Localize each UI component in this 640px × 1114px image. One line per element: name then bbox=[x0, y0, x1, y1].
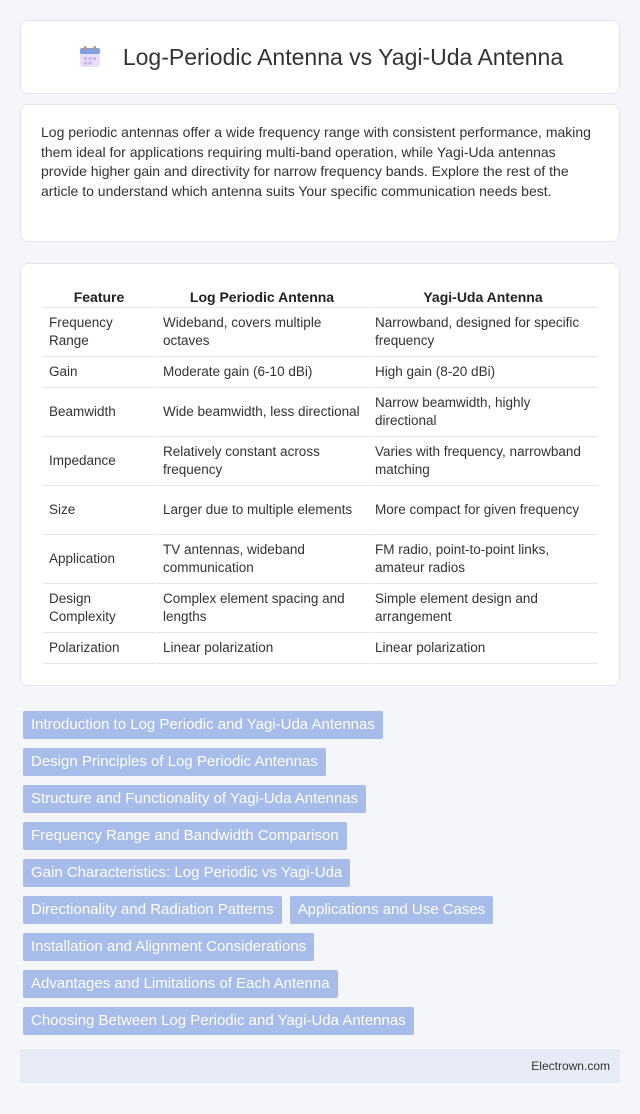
table-cell: More compact for given frequency bbox=[369, 486, 599, 535]
table-cell: Linear polarization bbox=[157, 633, 369, 664]
table-cell: Impedance bbox=[43, 437, 157, 486]
table-cell: Beamwidth bbox=[43, 388, 157, 437]
intro-card bbox=[20, 104, 620, 242]
table-header-log-periodic: Log Periodic Antenna bbox=[157, 282, 369, 308]
table-cell: Narrow beamwidth, highly directional bbox=[369, 388, 599, 437]
intro-text: Log periodic antennas offer a wide frequency range with consistent performance, making them ideal for applications requiring multi-band operation, while Yagi-Uda antennas provide higher gain and directivity for narrow frequency bands. Explore the rest of the article to understand which antenna suits Your specific communication needs best. bbox=[41, 124, 591, 199]
topic-link[interactable]: Applications and Use Cases bbox=[290, 896, 494, 924]
topic-link[interactable]: Introduction to Log Periodic and Yagi-Uda Antennas bbox=[23, 711, 383, 739]
table-cell: Gain bbox=[43, 357, 157, 388]
table-cell: Larger due to multiple elements bbox=[157, 486, 369, 535]
table-cell: Simple element design and arrangement bbox=[369, 584, 599, 633]
footer-site-name: Electrown.com bbox=[531, 1059, 610, 1073]
comparison-table-card bbox=[20, 263, 620, 686]
table-row bbox=[43, 486, 599, 535]
table-header-yagi-uda: Yagi-Uda Antenna bbox=[369, 282, 599, 308]
calendar-icon bbox=[77, 44, 103, 70]
topic-list bbox=[23, 711, 623, 1044]
table-cell: Frequency Range bbox=[43, 308, 157, 357]
comparison-table bbox=[43, 282, 599, 664]
table-cell: Wideband, covers multiple octaves bbox=[157, 308, 369, 357]
table-cell: Varies with frequency, narrowband matching bbox=[369, 437, 599, 486]
title-card bbox=[20, 20, 620, 94]
topic-link[interactable]: Installation and Alignment Considerations bbox=[23, 933, 314, 961]
table-cell: Narrowband, designed for specific frequency bbox=[369, 308, 599, 357]
table-row bbox=[43, 633, 599, 664]
table-cell: Design Complexity bbox=[43, 584, 157, 633]
table-row bbox=[43, 437, 599, 486]
topic-link[interactable]: Choosing Between Log Periodic and Yagi-Uda Antennas bbox=[23, 1007, 414, 1035]
topic-link[interactable]: Directionality and Radiation Patterns bbox=[23, 896, 282, 924]
table-cell: Polarization bbox=[43, 633, 157, 664]
table-cell: TV antennas, wideband communication bbox=[157, 535, 369, 584]
table-header-feature: Feature bbox=[43, 282, 157, 308]
table-cell: FM radio, point-to-point links, amateur radios bbox=[369, 535, 599, 584]
table-cell: Relatively constant across frequency bbox=[157, 437, 369, 486]
topic-link[interactable]: Design Principles of Log Periodic Antennas bbox=[23, 748, 326, 776]
topic-link[interactable]: Advantages and Limitations of Each Antenna bbox=[23, 970, 338, 998]
table-row bbox=[43, 357, 599, 388]
table-row bbox=[43, 388, 599, 437]
topic-link[interactable]: Gain Characteristics: Log Periodic vs Yagi-Uda bbox=[23, 859, 350, 887]
table-cell: Moderate gain (6-10 dBi) bbox=[157, 357, 369, 388]
table-cell: Wide beamwidth, less directional bbox=[157, 388, 369, 437]
topic-link[interactable]: Frequency Range and Bandwidth Comparison bbox=[23, 822, 347, 850]
table-cell: High gain (8-20 dBi) bbox=[369, 357, 599, 388]
page-title: Log-Periodic Antenna vs Yagi-Uda Antenna bbox=[122, 43, 564, 70]
table-cell: Size bbox=[43, 486, 157, 535]
topic-link[interactable]: Structure and Functionality of Yagi-Uda Antennas bbox=[23, 785, 366, 813]
table-cell: Linear polarization bbox=[369, 633, 599, 664]
footer bbox=[20, 1049, 620, 1083]
table-cell: Complex element spacing and lengths bbox=[157, 584, 369, 633]
table-row bbox=[43, 535, 599, 584]
table-row bbox=[43, 584, 599, 633]
table-cell: Application bbox=[43, 535, 157, 584]
table-row bbox=[43, 308, 599, 357]
